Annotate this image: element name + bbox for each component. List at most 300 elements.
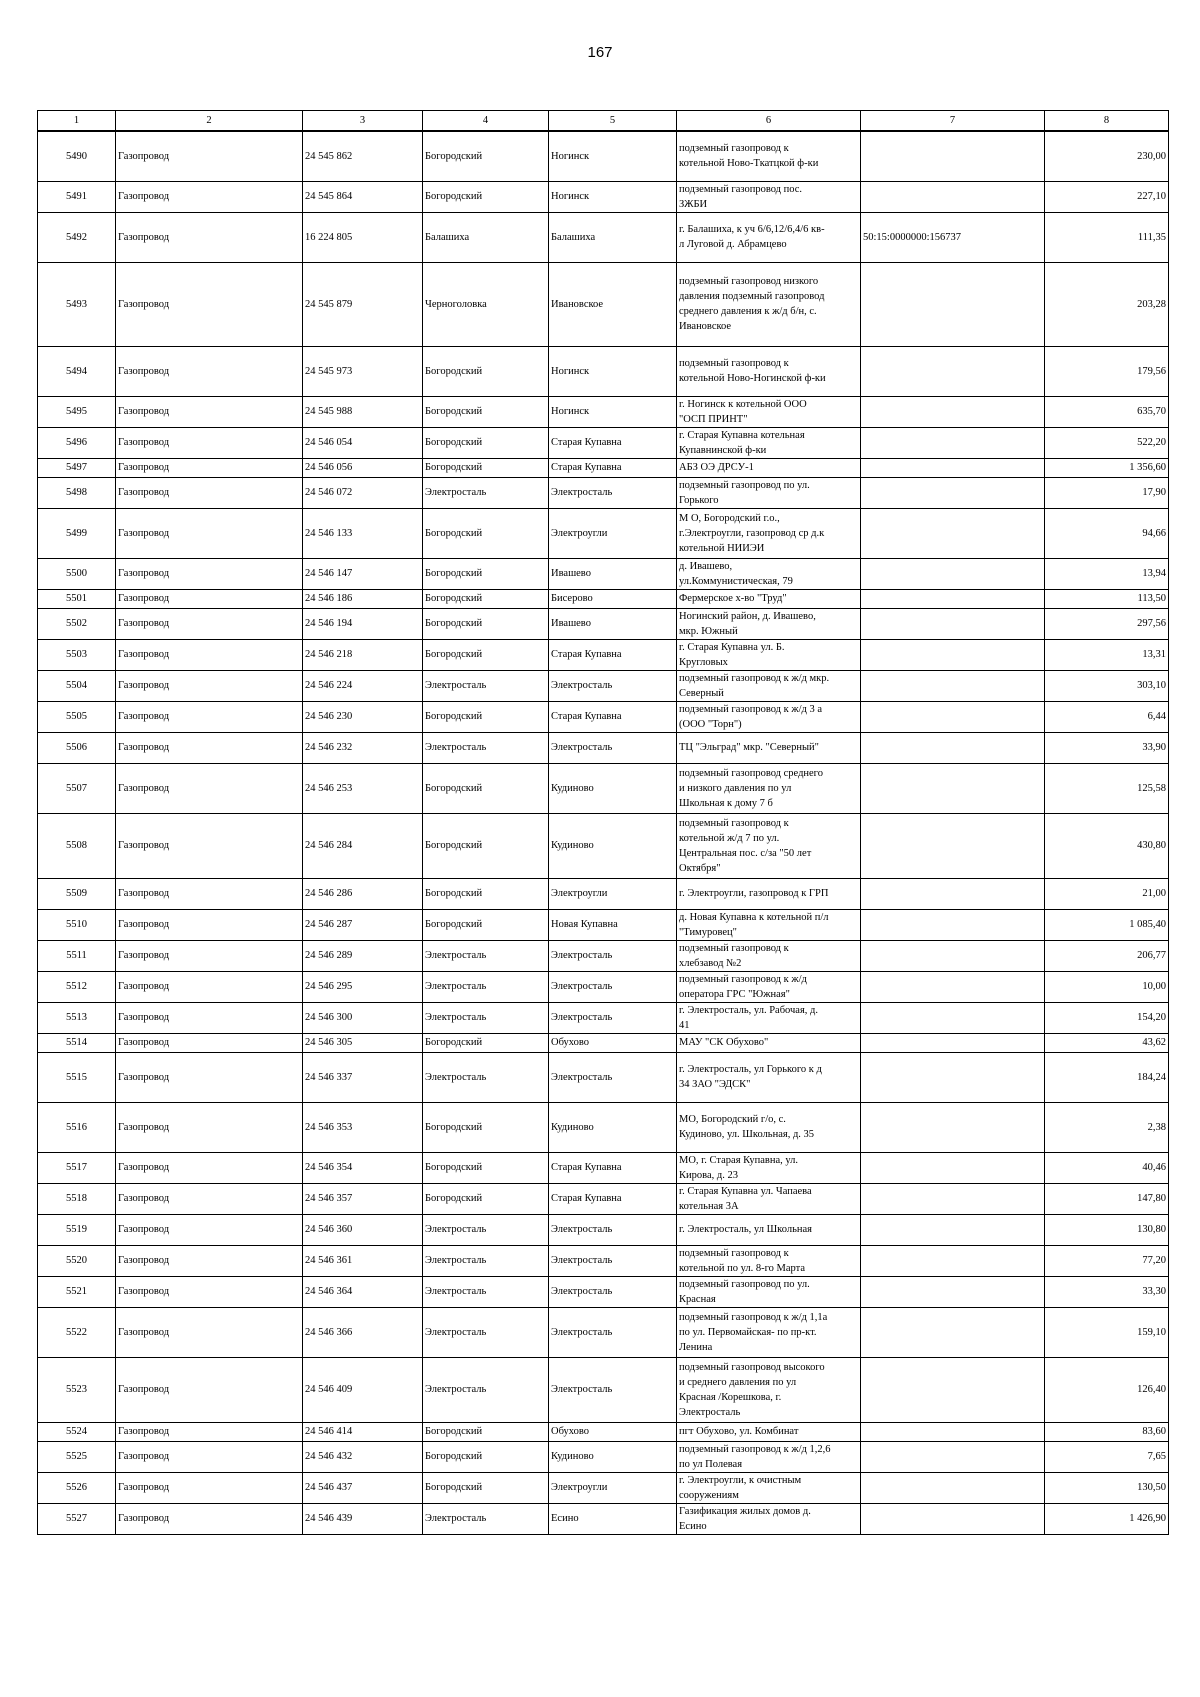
row-number-cell: 5517 (38, 1152, 116, 1183)
locality-cell: Электросталь (549, 1052, 677, 1102)
object-code-cell: 24 545 879 (303, 262, 423, 346)
district-cell: Электросталь (423, 1357, 549, 1422)
locality-cell: Кудиново (549, 1441, 677, 1472)
row-number-cell: 5522 (38, 1307, 116, 1357)
cadastral-number-cell (861, 763, 1045, 813)
address-cell: подземный газопровод по ул. Горького (677, 477, 861, 508)
object-code-cell: 24 546 287 (303, 909, 423, 940)
district-cell: Электросталь (423, 1307, 549, 1357)
address-cell: г. Электроугли, газопровод к ГРП (677, 878, 861, 909)
value-cell: 303,10 (1045, 670, 1169, 701)
object-type-cell: Газопровод (116, 1422, 303, 1441)
district-cell: Богородский (423, 1102, 549, 1152)
object-type-cell: Газопровод (116, 1245, 303, 1276)
row-number-cell: 5495 (38, 396, 116, 427)
object-type-cell: Газопровод (116, 396, 303, 427)
object-code-cell: 24 546 072 (303, 477, 423, 508)
cadastral-number-cell (861, 458, 1045, 477)
address-cell: г. Электросталь, ул Горького к д 34 ЗАО "ЭДСК" (677, 1052, 861, 1102)
table-row (38, 763, 1169, 813)
value-cell: 6,44 (1045, 701, 1169, 732)
cadastral-number-cell (861, 427, 1045, 458)
object-type-cell: Газопровод (116, 1276, 303, 1307)
table-row (38, 212, 1169, 262)
cadastral-number-cell (861, 477, 1045, 508)
locality-cell: Бисерово (549, 589, 677, 608)
column-header: 3 (303, 111, 423, 132)
locality-cell: Электросталь (549, 1307, 677, 1357)
object-type-cell: Газопровод (116, 909, 303, 940)
object-type-cell: Газопровод (116, 1357, 303, 1422)
address-cell: подземный газопровод к котельной по ул. 8-го Марта (677, 1245, 861, 1276)
value-cell: 33,30 (1045, 1276, 1169, 1307)
table-row (38, 813, 1169, 878)
address-cell: АБЗ ОЭ ДРСУ-1 (677, 458, 861, 477)
locality-cell: Старая Купавна (549, 1183, 677, 1214)
address-cell: подземный газопровод к ж/д 1,2,6 по ул Полевая (677, 1441, 861, 1472)
address-cell: г. Старая Купавна котельная Купавнинской ф-ки (677, 427, 861, 458)
object-code-cell: 24 546 186 (303, 589, 423, 608)
row-number-cell: 5503 (38, 639, 116, 670)
district-cell: Богородский (423, 608, 549, 639)
address-cell: д. Новая Купавна к котельной п/л "Тимуровец" (677, 909, 861, 940)
object-code-cell: 24 546 439 (303, 1503, 423, 1534)
cadastral-number-cell (861, 508, 1045, 558)
value-cell: 130,50 (1045, 1472, 1169, 1503)
cadastral-number-cell (861, 589, 1045, 608)
object-type-cell: Газопровод (116, 458, 303, 477)
district-cell: Электросталь (423, 971, 549, 1002)
table-row (38, 508, 1169, 558)
table-row (38, 589, 1169, 608)
value-cell: 7,65 (1045, 1441, 1169, 1472)
row-number-cell: 5513 (38, 1002, 116, 1033)
object-type-cell: Газопровод (116, 1183, 303, 1214)
value-cell: 40,46 (1045, 1152, 1169, 1183)
cadastral-number-cell: 50:15:0000000:156737 (861, 212, 1045, 262)
page-number: 167 (587, 44, 613, 61)
value-cell: 77,20 (1045, 1245, 1169, 1276)
locality-cell: Обухово (549, 1033, 677, 1052)
object-type-cell: Газопровод (116, 508, 303, 558)
row-number-cell: 5519 (38, 1214, 116, 1245)
district-cell: Богородский (423, 181, 549, 212)
table-row (38, 878, 1169, 909)
object-type-cell: Газопровод (116, 701, 303, 732)
district-cell: Богородский (423, 1033, 549, 1052)
row-number-cell: 5498 (38, 477, 116, 508)
table-row (38, 477, 1169, 508)
cadastral-number-cell (861, 608, 1045, 639)
district-cell: Электросталь (423, 940, 549, 971)
locality-cell: Электроугли (549, 1472, 677, 1503)
value-cell: 33,90 (1045, 732, 1169, 763)
cadastral-number-cell (861, 940, 1045, 971)
object-type-cell: Газопровод (116, 813, 303, 878)
address-cell: г. Электроугли, к очистным сооружениям (677, 1472, 861, 1503)
locality-cell: Электросталь (549, 1276, 677, 1307)
locality-cell: Электросталь (549, 477, 677, 508)
row-number-cell: 5490 (38, 131, 116, 181)
object-type-cell: Газопровод (116, 1052, 303, 1102)
cadastral-number-cell (861, 1214, 1045, 1245)
table-row (38, 1033, 1169, 1052)
table-row (38, 458, 1169, 477)
row-number-cell: 5491 (38, 181, 116, 212)
object-type-cell: Газопровод (116, 1503, 303, 1534)
value-cell: 94,66 (1045, 508, 1169, 558)
table-row (38, 1102, 1169, 1152)
locality-cell: Есино (549, 1503, 677, 1534)
object-code-cell: 16 224 805 (303, 212, 423, 262)
row-number-cell: 5515 (38, 1052, 116, 1102)
object-code-cell: 24 546 300 (303, 1002, 423, 1033)
district-cell: Богородский (423, 1183, 549, 1214)
cadastral-number-cell (861, 1357, 1045, 1422)
address-cell: подземный газопровод пос. ЗЖБИ (677, 181, 861, 212)
value-cell: 206,77 (1045, 940, 1169, 971)
cadastral-number-cell (861, 1276, 1045, 1307)
district-cell: Электросталь (423, 1276, 549, 1307)
cadastral-number-cell (861, 558, 1045, 589)
district-cell: Электросталь (423, 1052, 549, 1102)
row-number-cell: 5514 (38, 1033, 116, 1052)
address-cell: М О, Богородский г.о., г.Электроугли, газопровод ср д.к котельной НИИЭИ (677, 508, 861, 558)
object-code-cell: 24 546 286 (303, 878, 423, 909)
locality-cell: Электросталь (549, 670, 677, 701)
table-row (38, 701, 1169, 732)
object-code-cell: 24 546 354 (303, 1152, 423, 1183)
table-row (38, 181, 1169, 212)
row-number-cell: 5521 (38, 1276, 116, 1307)
object-code-cell: 24 546 147 (303, 558, 423, 589)
row-number-cell: 5496 (38, 427, 116, 458)
row-number-cell: 5501 (38, 589, 116, 608)
table-row (38, 396, 1169, 427)
value-cell: 43,62 (1045, 1033, 1169, 1052)
object-code-cell: 24 546 224 (303, 670, 423, 701)
table-row (38, 1441, 1169, 1472)
district-cell: Богородский (423, 639, 549, 670)
object-code-cell: 24 546 054 (303, 427, 423, 458)
table-row (38, 131, 1169, 181)
table-row (38, 608, 1169, 639)
object-type-cell: Газопровод (116, 940, 303, 971)
object-type-cell: Газопровод (116, 1002, 303, 1033)
address-cell: подземный газопровод к ж/д 3 а (ООО "Торн") (677, 701, 861, 732)
district-cell: Богородский (423, 346, 549, 396)
locality-cell: Электроугли (549, 508, 677, 558)
row-number-cell: 5511 (38, 940, 116, 971)
locality-cell: Электросталь (549, 1245, 677, 1276)
object-type-cell: Газопровод (116, 589, 303, 608)
object-type-cell: Газопровод (116, 1102, 303, 1152)
cadastral-number-cell (861, 909, 1045, 940)
column-header: 2 (116, 111, 303, 132)
row-number-cell: 5524 (38, 1422, 116, 1441)
address-cell: подземный газопровод низкого давления подземный газопровод среднего давления к ж/д б/н, с. Ивановское (677, 262, 861, 346)
row-number-cell: 5516 (38, 1102, 116, 1152)
row-number-cell: 5525 (38, 1441, 116, 1472)
row-number-cell: 5523 (38, 1357, 116, 1422)
district-cell: Богородский (423, 589, 549, 608)
table-row (38, 1052, 1169, 1102)
row-number-cell: 5527 (38, 1503, 116, 1534)
cadastral-number-cell (861, 1422, 1045, 1441)
district-cell: Богородский (423, 508, 549, 558)
object-type-cell: Газопровод (116, 346, 303, 396)
district-cell: Электросталь (423, 1002, 549, 1033)
address-cell: г. Старая Купавна ул. Б. Кругловых (677, 639, 861, 670)
object-code-cell: 24 546 284 (303, 813, 423, 878)
cadastral-number-cell (861, 396, 1045, 427)
object-code-cell: 24 545 864 (303, 181, 423, 212)
cadastral-number-cell (861, 1033, 1045, 1052)
address-cell: подземный газопровод к хлебзавод №2 (677, 940, 861, 971)
value-cell: 83,60 (1045, 1422, 1169, 1441)
district-cell: Богородский (423, 813, 549, 878)
locality-cell: Старая Купавна (549, 701, 677, 732)
object-code-cell: 24 546 437 (303, 1472, 423, 1503)
value-cell: 230,00 (1045, 131, 1169, 181)
object-type-cell: Газопровод (116, 427, 303, 458)
value-cell: 21,00 (1045, 878, 1169, 909)
address-cell: д. Ивашево, ул.Коммунистическая, 79 (677, 558, 861, 589)
district-cell: Богородский (423, 427, 549, 458)
cadastral-number-cell (861, 1503, 1045, 1534)
object-type-cell: Газопровод (116, 732, 303, 763)
table-row (38, 1183, 1169, 1214)
locality-cell: Кудиново (549, 813, 677, 878)
cadastral-number-cell (861, 262, 1045, 346)
object-type-cell: Газопровод (116, 262, 303, 346)
object-code-cell: 24 546 353 (303, 1102, 423, 1152)
object-code-cell: 24 545 862 (303, 131, 423, 181)
table-row (38, 909, 1169, 940)
district-cell: Богородский (423, 1152, 549, 1183)
address-cell: пгт Обухово, ул. Комбинат (677, 1422, 861, 1441)
object-code-cell: 24 546 133 (303, 508, 423, 558)
district-cell: Электросталь (423, 1214, 549, 1245)
district-cell: Богородский (423, 1441, 549, 1472)
locality-cell: Ногинск (549, 346, 677, 396)
address-cell: МО, Богородский г/о, с. Кудиново, ул. Школьная, д. 35 (677, 1102, 861, 1152)
table-row (38, 1214, 1169, 1245)
address-cell: г. Ногинск к котельной ООО "ОСП ПРИНТ" (677, 396, 861, 427)
table-row (38, 940, 1169, 971)
district-cell: Богородский (423, 701, 549, 732)
value-cell: 522,20 (1045, 427, 1169, 458)
cadastral-number-cell (861, 701, 1045, 732)
cadastral-number-cell (861, 181, 1045, 212)
cadastral-number-cell (861, 878, 1045, 909)
object-type-cell: Газопровод (116, 1214, 303, 1245)
district-cell: Богородский (423, 763, 549, 813)
object-code-cell: 24 546 414 (303, 1422, 423, 1441)
value-cell: 1 356,60 (1045, 458, 1169, 477)
cadastral-number-cell (861, 732, 1045, 763)
locality-cell: Электросталь (549, 732, 677, 763)
value-cell: 126,40 (1045, 1357, 1169, 1422)
address-cell: подземный газопровод высокого и среднего давления по ул Красная /Корешкова, г. Электросталь (677, 1357, 861, 1422)
object-code-cell: 24 546 337 (303, 1052, 423, 1102)
object-type-cell: Газопровод (116, 477, 303, 508)
table-row (38, 1422, 1169, 1441)
value-cell: 297,56 (1045, 608, 1169, 639)
object-type-cell: Газопровод (116, 181, 303, 212)
district-cell: Электросталь (423, 477, 549, 508)
cadastral-number-cell (861, 1245, 1045, 1276)
locality-cell: Ивашево (549, 558, 677, 589)
address-cell: ТЦ "Эльград" мкр. "Северный" (677, 732, 861, 763)
address-cell: подземный газопровод к ж/д мкр. Северный (677, 670, 861, 701)
district-cell: Черноголовка (423, 262, 549, 346)
table-row (38, 1002, 1169, 1033)
object-code-cell: 24 546 253 (303, 763, 423, 813)
row-number-cell: 5510 (38, 909, 116, 940)
table-row (38, 1503, 1169, 1534)
address-cell: г. Старая Купавна ул. Чапаева котельная 3А (677, 1183, 861, 1214)
object-code-cell: 24 546 357 (303, 1183, 423, 1214)
district-cell: Богородский (423, 558, 549, 589)
value-cell: 227,10 (1045, 181, 1169, 212)
locality-cell: Электроугли (549, 878, 677, 909)
district-cell: Балашиха (423, 212, 549, 262)
object-code-cell: 24 546 305 (303, 1033, 423, 1052)
cadastral-number-cell (861, 1052, 1045, 1102)
object-type-cell: Газопровод (116, 558, 303, 589)
address-cell: г. Электросталь, ул. Рабочая, д. 41 (677, 1002, 861, 1033)
row-number-cell: 5494 (38, 346, 116, 396)
cadastral-number-cell (861, 1183, 1045, 1214)
value-cell: 125,58 (1045, 763, 1169, 813)
locality-cell: Кудиново (549, 1102, 677, 1152)
value-cell: 113,50 (1045, 589, 1169, 608)
object-type-cell: Газопровод (116, 1472, 303, 1503)
column-header: 6 (677, 111, 861, 132)
row-number-cell: 5507 (38, 763, 116, 813)
locality-cell: Обухово (549, 1422, 677, 1441)
object-code-cell: 24 546 364 (303, 1276, 423, 1307)
table-row (38, 346, 1169, 396)
address-cell: Фермерское х-во "Труд" (677, 589, 861, 608)
locality-cell: Электросталь (549, 971, 677, 1002)
row-number-cell: 5502 (38, 608, 116, 639)
locality-cell: Электросталь (549, 1357, 677, 1422)
locality-cell: Ивашево (549, 608, 677, 639)
object-code-cell: 24 546 432 (303, 1441, 423, 1472)
object-type-cell: Газопровод (116, 763, 303, 813)
column-header: 4 (423, 111, 549, 132)
locality-cell: Ногинск (549, 396, 677, 427)
cadastral-number-cell (861, 1002, 1045, 1033)
value-cell: 130,80 (1045, 1214, 1169, 1245)
object-type-cell: Газопровод (116, 878, 303, 909)
district-cell: Богородский (423, 909, 549, 940)
object-code-cell: 24 546 289 (303, 940, 423, 971)
column-header: 1 (38, 111, 116, 132)
row-number-cell: 5509 (38, 878, 116, 909)
locality-cell: Ногинск (549, 181, 677, 212)
row-number-cell: 5508 (38, 813, 116, 878)
object-code-cell: 24 546 218 (303, 639, 423, 670)
table-row (38, 639, 1169, 670)
address-cell: подземный газопровод к котельной ж/д 7 по ул. Центральная пос. с/за "50 лет Октября" (677, 813, 861, 878)
value-cell: 13,94 (1045, 558, 1169, 589)
value-cell: 1 085,40 (1045, 909, 1169, 940)
table-header (38, 111, 1169, 132)
column-header: 7 (861, 111, 1045, 132)
district-cell: Электросталь (423, 670, 549, 701)
cadastral-number-cell (861, 639, 1045, 670)
district-cell: Богородский (423, 458, 549, 477)
row-number-cell: 5500 (38, 558, 116, 589)
object-code-cell: 24 546 409 (303, 1357, 423, 1422)
row-number-cell: 5518 (38, 1183, 116, 1214)
district-cell: Электросталь (423, 732, 549, 763)
object-type-cell: Газопровод (116, 1441, 303, 1472)
row-number-cell: 5497 (38, 458, 116, 477)
district-cell: Богородский (423, 131, 549, 181)
locality-cell: Старая Купавна (549, 458, 677, 477)
value-cell: 159,10 (1045, 1307, 1169, 1357)
row-number-cell: 5520 (38, 1245, 116, 1276)
row-number-cell: 5505 (38, 701, 116, 732)
district-cell: Богородский (423, 878, 549, 909)
registry-table (37, 110, 1169, 1535)
locality-cell: Ивановское (549, 262, 677, 346)
cadastral-number-cell (861, 1152, 1045, 1183)
table-row (38, 1472, 1169, 1503)
locality-cell: Электросталь (549, 1214, 677, 1245)
address-cell: Ногинский район, д. Ивашево, мкр. Южный (677, 608, 861, 639)
header-row (38, 111, 1169, 132)
object-code-cell: 24 545 973 (303, 346, 423, 396)
address-cell: подземный газопровод к котельной Ново-Ногинской ф-ки (677, 346, 861, 396)
value-cell: 1 426,90 (1045, 1503, 1169, 1534)
table-row (38, 670, 1169, 701)
locality-cell: Электросталь (549, 940, 677, 971)
district-cell: Богородский (423, 1422, 549, 1441)
object-code-cell: 24 546 295 (303, 971, 423, 1002)
object-code-cell: 24 546 366 (303, 1307, 423, 1357)
object-type-cell: Газопровод (116, 1152, 303, 1183)
object-code-cell: 24 545 988 (303, 396, 423, 427)
address-cell: МАУ "СК Обухово" (677, 1033, 861, 1052)
cadastral-number-cell (861, 131, 1045, 181)
cadastral-number-cell (861, 813, 1045, 878)
object-type-cell: Газопровод (116, 608, 303, 639)
object-type-cell: Газопровод (116, 1033, 303, 1052)
address-cell: г. Электросталь, ул Школьная (677, 1214, 861, 1245)
cadastral-number-cell (861, 1307, 1045, 1357)
district-cell: Электросталь (423, 1245, 549, 1276)
object-type-cell: Газопровод (116, 1307, 303, 1357)
object-type-cell: Газопровод (116, 131, 303, 181)
address-cell: подземный газопровод среднего и низкого давления по ул Школьная к дому 7 б (677, 763, 861, 813)
table-row (38, 732, 1169, 763)
address-cell: подземный газопровод к ж/д оператора ГРС "Южная" (677, 971, 861, 1002)
value-cell: 154,20 (1045, 1002, 1169, 1033)
object-code-cell: 24 546 056 (303, 458, 423, 477)
table-body (38, 131, 1169, 1534)
object-type-cell: Газопровод (116, 212, 303, 262)
locality-cell: Ногинск (549, 131, 677, 181)
row-number-cell: 5499 (38, 508, 116, 558)
address-cell: Газификация жилых домов д. Есино (677, 1503, 861, 1534)
locality-cell: Старая Купавна (549, 427, 677, 458)
table-row (38, 971, 1169, 1002)
